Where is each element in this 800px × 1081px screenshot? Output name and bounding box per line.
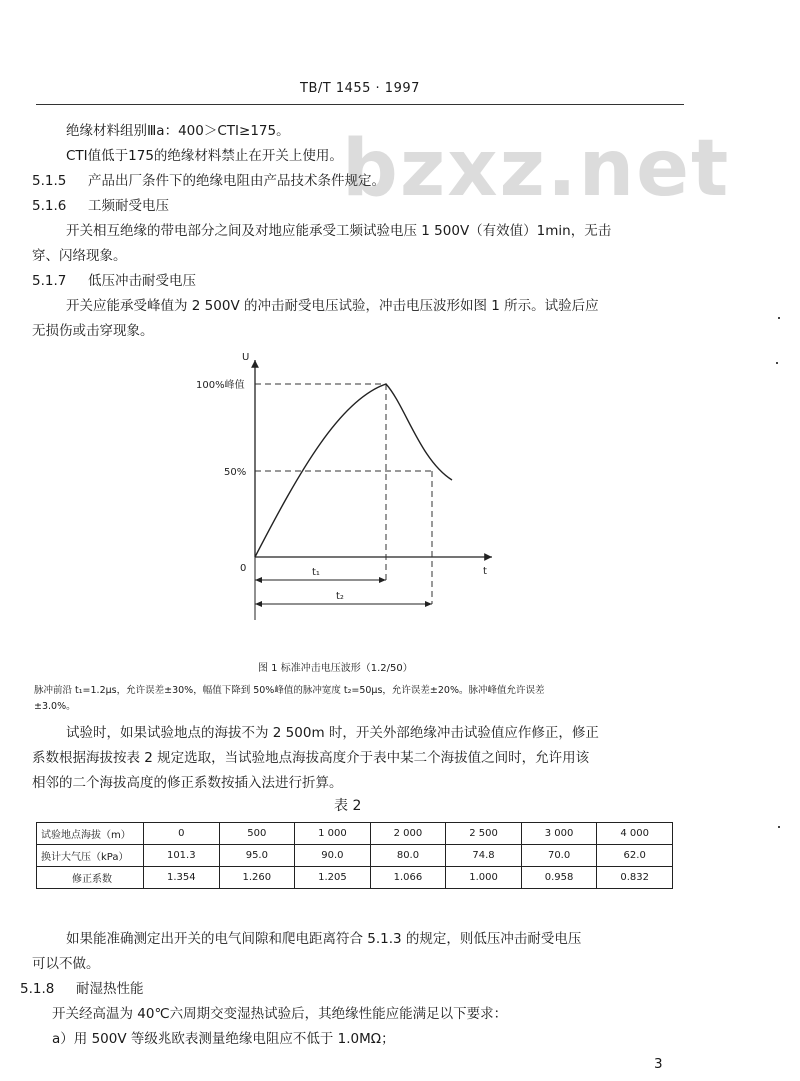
clause-text: 产品出厂条件下的绝缘电阻由产品技术条件规定。 bbox=[88, 173, 385, 189]
table-cell: 1.354 bbox=[144, 867, 220, 889]
table-cell: 80.0 bbox=[370, 845, 446, 867]
body-line: 绝缘材料组别Ⅲa：400＞CTI≥175。 bbox=[66, 123, 290, 139]
table-cell: 62.0 bbox=[597, 845, 673, 867]
body-line: CTI值低于175的绝缘材料禁止在开关上使用。 bbox=[66, 148, 343, 164]
figure-note: ±3.0%。 bbox=[34, 701, 76, 712]
scan-speck bbox=[776, 362, 778, 364]
table-cell: 1.066 bbox=[370, 867, 446, 889]
table-cell: 1.000 bbox=[446, 867, 522, 889]
paragraph-line: 无损伤或击穿现象。 bbox=[32, 323, 154, 339]
table-cell: 2 500 bbox=[446, 823, 522, 845]
scan-speck bbox=[778, 826, 780, 828]
table-cell: 1 000 bbox=[295, 823, 371, 845]
standard-number: TB/T 1455 · 1997 bbox=[300, 81, 420, 96]
page-number: 3 bbox=[654, 1056, 663, 1072]
paragraph-line: 相邻的二个海拔高度的修正系数按插入法进行折算。 bbox=[32, 775, 343, 791]
paragraph-line: 穿、闪络现象。 bbox=[32, 248, 127, 264]
table-cell: 3 000 bbox=[521, 823, 597, 845]
table-cell: 0 bbox=[144, 823, 220, 845]
origin-label: 0 bbox=[240, 563, 247, 574]
paragraph-line: 系数根据海拔按表 2 规定选取，当试验地点海拔高度介于表中某二个海拔值之间时，允许用该 bbox=[32, 750, 590, 766]
peak-label: 100%峰值 bbox=[196, 380, 245, 391]
t1-label: t₁ bbox=[312, 567, 320, 578]
row-header: 修正系数 bbox=[37, 867, 144, 889]
figure-caption: 图 1 标准冲击电压波形（1.2/50） bbox=[258, 663, 413, 674]
altitude-correction-table bbox=[36, 822, 673, 889]
clause-number: 5.1.8 bbox=[20, 981, 55, 997]
table-cell: 90.0 bbox=[295, 845, 371, 867]
table-cell: 1.260 bbox=[219, 867, 295, 889]
clause-title: 低压冲击耐受电压 bbox=[88, 273, 196, 289]
clause-title: 工频耐受电压 bbox=[88, 198, 169, 214]
paragraph-line: 如果能准确测定出开关的电气间隙和爬电距离符合 5.1.3 的规定，则低压冲击耐受电压 bbox=[66, 931, 582, 947]
waveform-curve bbox=[255, 384, 452, 557]
half-label: 50% bbox=[224, 467, 247, 478]
paragraph-line: 可以不做。 bbox=[32, 956, 100, 972]
table-row bbox=[37, 845, 673, 867]
x-axis-label: t bbox=[483, 566, 487, 577]
table-cell: 101.3 bbox=[144, 845, 220, 867]
clause-number: 5.1.6 bbox=[32, 198, 67, 214]
table-cell: 1.205 bbox=[295, 867, 371, 889]
paragraph-line: 开关相互绝缘的带电部分之间及对地应能承受工频试验电压 1 500V（有效值）1min，无击 bbox=[66, 223, 612, 239]
table-row bbox=[37, 823, 673, 845]
figure-note: 脉冲前沿 t₁=1.2μs，允许误差±30%，幅值下降到 50%峰值的脉冲宽度 t₂=50μs，允许误差±20%。脉冲峰值允许误差 bbox=[34, 685, 545, 696]
table-cell: 500 bbox=[219, 823, 295, 845]
clause-title: 耐湿热性能 bbox=[76, 981, 144, 997]
row-header: 换计大气压（kPa） bbox=[37, 845, 144, 867]
table-cell: 70.0 bbox=[521, 845, 597, 867]
watermark: bzxz.net bbox=[342, 124, 731, 214]
table-title: 表 2 bbox=[334, 798, 362, 814]
paragraph-line: 开关应能承受峰值为 2 500V 的冲击耐受电压试验，冲击电压波形如图 1 所示。试验后应 bbox=[66, 298, 599, 314]
list-item: a）用 500V 等级兆欧表测量绝缘电阻应不低于 1.0MΩ； bbox=[52, 1031, 395, 1047]
paragraph-line: 开关经高温为 40℃六周期交变湿热试验后，其绝缘性能应能满足以下要求： bbox=[52, 1006, 508, 1022]
clause-number: 5.1.7 bbox=[32, 273, 67, 289]
table-cell: 2 000 bbox=[370, 823, 446, 845]
row-header: 试验地点海拔（m） bbox=[37, 823, 144, 845]
table-cell: 0.832 bbox=[597, 867, 673, 889]
table-cell: 0.958 bbox=[521, 867, 597, 889]
table-cell: 4 000 bbox=[597, 823, 673, 845]
paragraph-line: 试验时，如果试验地点的海拔不为 2 500m 时，开关外部绝缘冲击试验值应作修正，修正 bbox=[66, 725, 599, 741]
table-cell: 95.0 bbox=[219, 845, 295, 867]
y-axis-label: U bbox=[242, 352, 250, 363]
clause-number: 5.1.5 bbox=[32, 173, 67, 189]
scan-speck bbox=[778, 317, 780, 319]
table-row bbox=[37, 867, 673, 889]
t2-label: t₂ bbox=[336, 591, 344, 602]
table-cell: 74.8 bbox=[446, 845, 522, 867]
